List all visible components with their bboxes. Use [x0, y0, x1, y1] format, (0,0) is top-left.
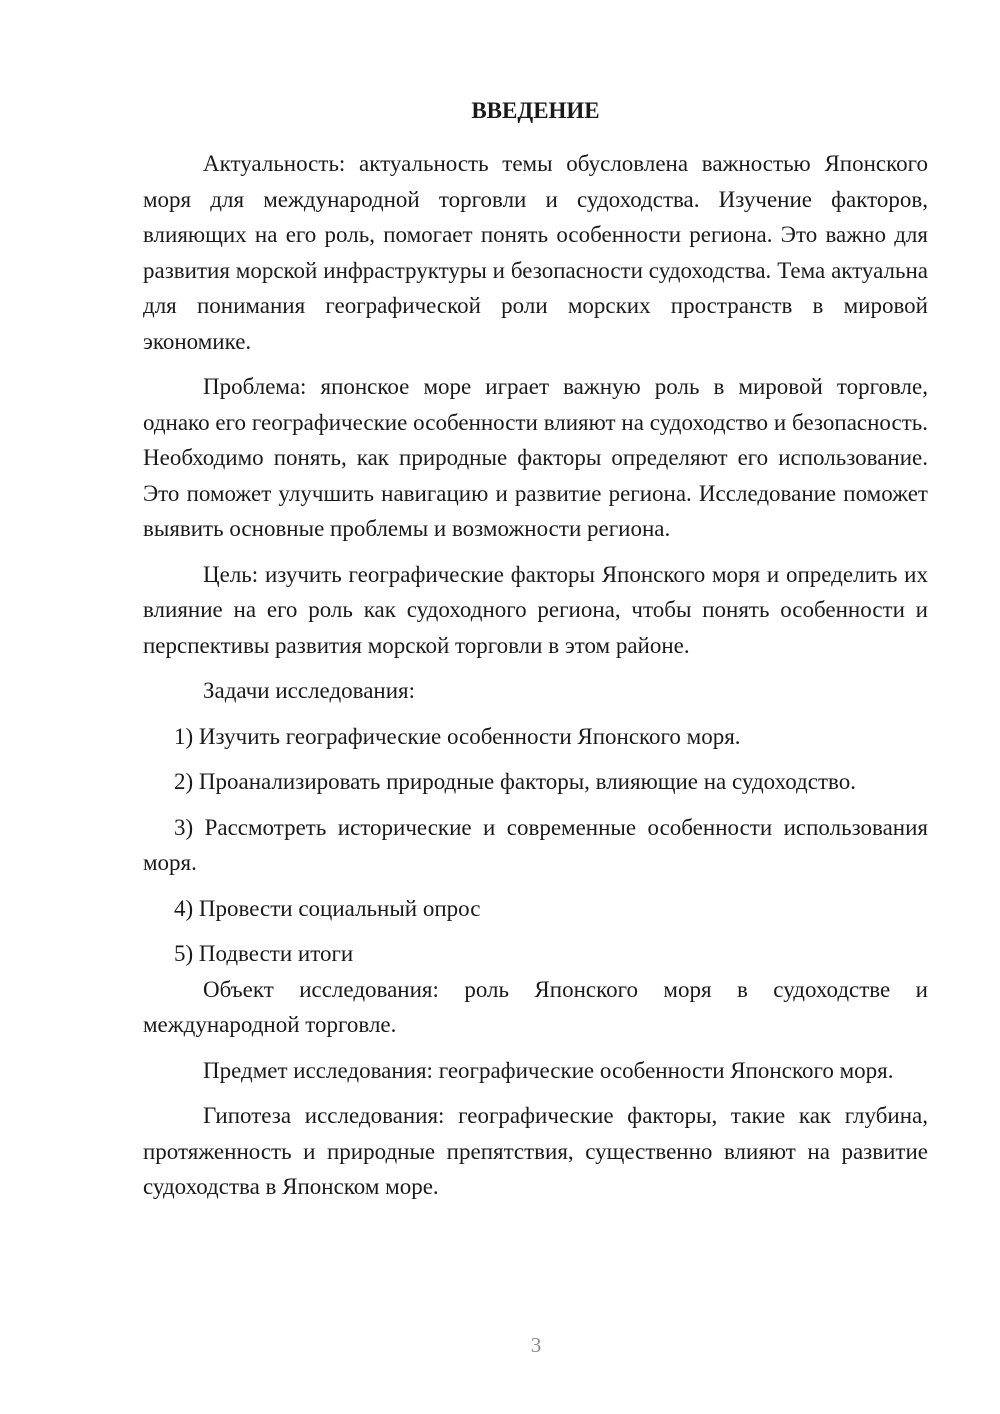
- paragraph-problem: Проблема: японское море играет важную роль в мировой торговле, однако его географические особенности влияют на судоходство и безопасность. Необходимо понять, как природные факторы определяют его использование. Это поможет улучшить навигацию и развитие региона. Исследование поможет выявить основные проблемы и возможности региона.: [143, 374, 928, 541]
- paragraph-goal: Цель: изучить географические факторы Японского моря и определить их влияние на его роль как судоходного региона, чтобы понять особенности и перспективы развития морской торговли в этом районе.: [143, 561, 928, 658]
- page-content: [143, 96, 928, 1205]
- paragraph-hypothesis: Гипотеза исследования: географические факторы, такие как глубина, протяженность и природные препятствия, существенно влияют на развитие судоходства в Японском море.: [143, 1103, 928, 1199]
- task-item-4: 4) Провести социальный опрос: [174, 895, 481, 921]
- task-item-3: 3) Рассмотреть исторические и современные особенности использования моря.: [143, 814, 928, 875]
- paragraph-object: Объект исследования: роль Японского моря в судоходстве и международной торговле.: [143, 976, 928, 1037]
- paragraph-subject: Предмет исследования: географические особенности Японского моря.: [203, 1057, 894, 1083]
- paragraph-relevance: Актуальность: актуальность темы обусловлена важностью Японского моря для международной торговли и судоходства. Изучение факторов, влияющих на его роль, помогает понять особенности региона. Это важно для развития морской инфраструктуры и безопасности судоходства. Тема актуальна для понимания географической роли морских пространств в мировой экономике.: [143, 151, 928, 354]
- page-number: 3: [530, 1333, 542, 1357]
- task-item-1: 1) Изучить географические особенности Японского моря.: [174, 723, 741, 749]
- tasks-heading: Задачи исследования:: [203, 678, 416, 703]
- task-item-5: 5) Подвести итоги: [174, 941, 354, 966]
- section-title: ВВЕДЕНИЕ: [471, 98, 600, 123]
- task-item-2: 2) Проанализировать природные факторы, влияющие на судоходство.: [174, 769, 856, 794]
